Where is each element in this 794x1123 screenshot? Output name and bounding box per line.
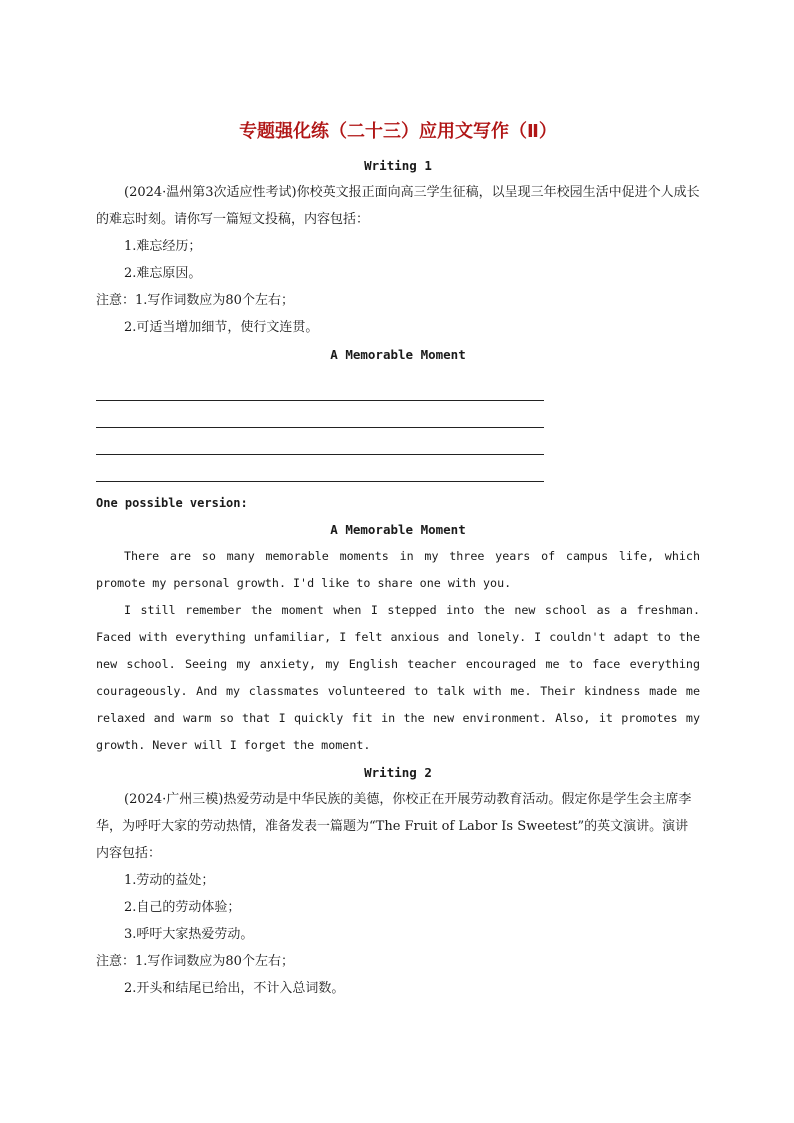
answer-line (96, 401, 544, 428)
answer-line (96, 455, 544, 482)
writing1-item-2: 2.难忘原因。 (124, 266, 202, 281)
answer-line (96, 374, 544, 401)
document-page (96, 118, 700, 1002)
writing1-note-2: 2.可适当增加细节，使行文连贯。 (124, 320, 319, 335)
writing1-item-1: 1.难忘经历； (124, 239, 202, 254)
possible-version-label: One possible version: (96, 496, 248, 510)
sample-title: A Memorable Moment (330, 522, 466, 537)
sample-paragraph-1: There are so many memorable moments in my three years of campus life, which promote my personal growth. I'd like to share one with you. (96, 549, 700, 590)
answer-lines (96, 374, 700, 482)
writing2-item-1: 1.劳动的益处； (124, 873, 215, 888)
writing2-note-1: 注意：1.写作词数应为80个左右； (96, 954, 294, 969)
writing2-note-2: 2.开头和结尾已给出，不计入总词数。 (124, 981, 345, 996)
writing1-prompt: (2024·温州第3次适应性考试)你校英文报正面向高三学生征稿，以呈现三年校园生活中促进个人成长的难忘时刻。请你写一篇短文投稿，内容包括： (96, 185, 700, 227)
writing2-item-3: 3.呼吁大家热爱劳动。 (124, 927, 254, 942)
writing1-heading: Writing 1 (364, 158, 432, 173)
essay-title: A Memorable Moment (330, 347, 466, 362)
page-title: 专题强化练（二十三）应用文写作（Ⅱ） (239, 121, 557, 142)
sample-paragraph-2: I still remember the moment when I stepped into the new school as a freshman. Faced with everything unfamiliar, I felt anxious and lonely. I couldn't adapt to the new school. Seeing my anxiety, my English teacher encouraged me to face everything courageously. And my classmates volunteered to talk with me. Their kindness made me relaxed and warm so that I quickly fit in the new environment. Also, it promotes my growth. Never will I forget the moment. (96, 603, 700, 752)
writing2-heading: Writing 2 (364, 765, 432, 780)
writing2-item-2: 2.自己的劳动体验； (124, 900, 241, 915)
writing2-prompt: (2024·广州三模)热爱劳动是中华民族的美德，你校正在开展劳动教育活动。假定你是学生会主席李华，为呼吁大家的劳动热情，准备发表一篇题为“The Fruit of Labor Is Sweetest”的英文演讲。演讲内容包括： (96, 792, 692, 861)
writing1-note-1: 注意：1.写作词数应为80个左右； (96, 293, 294, 308)
answer-line (96, 428, 544, 455)
